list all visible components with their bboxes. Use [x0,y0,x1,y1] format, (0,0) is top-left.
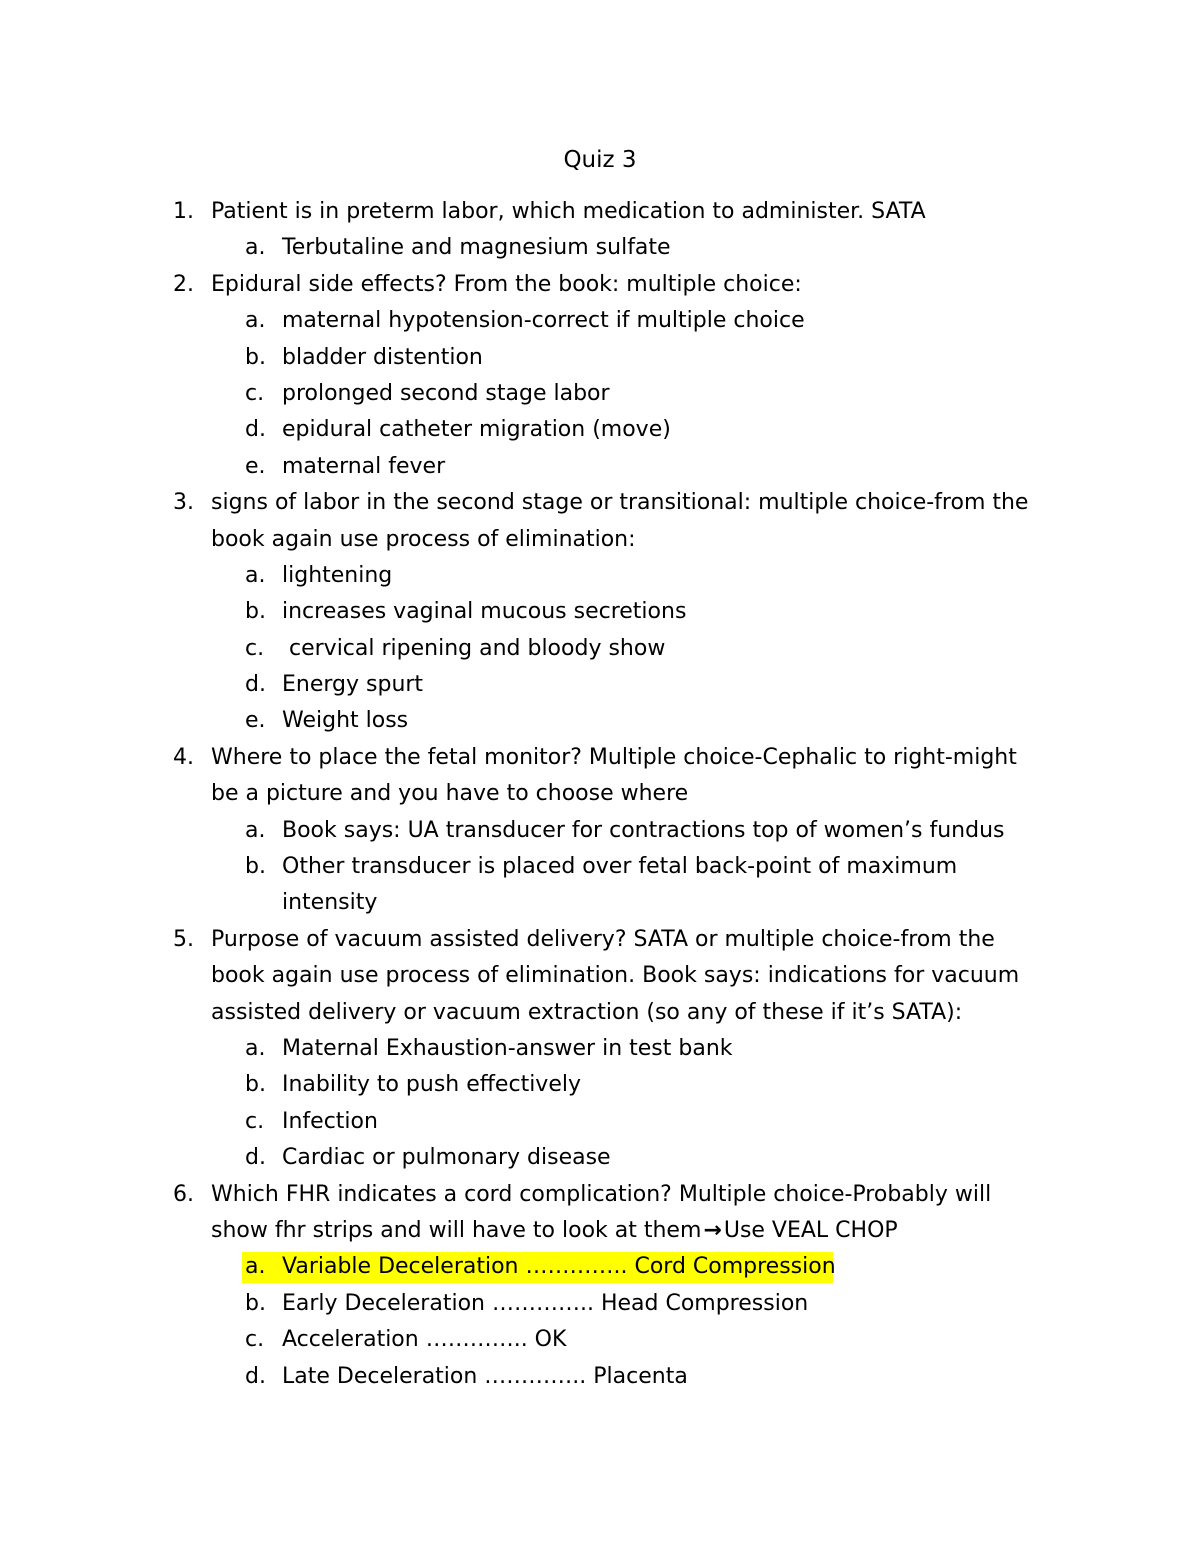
question-line [0,1213,1200,1249]
answer-text: epidural catheter migration (move) [282,417,671,443]
answer-letter: a. [245,1254,266,1280]
answer-line [0,303,1200,339]
arrow-right-icon: → [703,1217,722,1243]
answer-line-highlighted [0,1249,1200,1285]
question-text-segment: signs of labor in the second stage or transitional: multiple choice-from the [211,490,1029,516]
answer-line [0,1322,1200,1358]
question-text-segment: Which FHR indicates a cord complication? Multiple choice-Probably will [211,1181,992,1207]
answer-line [0,1359,1200,1395]
question-line [0,267,1200,303]
question-text [211,776,688,812]
answer-text: Acceleration ………….. OK [282,1327,567,1353]
answer-letter: d. [245,1363,266,1389]
question-number: 3. [173,490,194,516]
answer-text: Late Deceleration ………….. Placenta [282,1363,688,1389]
question-text [211,194,926,230]
answer-text: Energy spurt [282,672,424,698]
question-line [0,194,1200,230]
answer-letter: d. [245,1145,266,1171]
answer-letter: b. [245,1290,266,1316]
answer-text: maternal hypotension-correct if multiple choice [282,308,805,334]
answer-line [0,849,1200,885]
answer-line [0,1067,1200,1103]
answer-text: Book says: UA transducer for contractions top of women’s fundus [282,817,1005,843]
answer-line [0,631,1200,667]
question-text-segment: show fhr strips and will have to look at them [211,1217,702,1243]
answer-text: Maternal Exhaustion-answer in test bank [282,1035,733,1061]
answer-letter: a. [245,235,266,261]
answer-line [0,412,1200,448]
answer-text: Variable Deceleration ………….. Cord Compression [282,1254,836,1280]
question-number: 2. [173,271,194,297]
question-text [211,995,962,1031]
answer-line [0,1286,1200,1322]
answer-line [0,667,1200,703]
question-text-segment: Where to place the fetal monitor? Multiple choice-Cephalic to right-might [211,744,1017,770]
answer-line [0,885,1200,921]
question-line [0,522,1200,558]
answer-letter: e. [245,708,266,734]
question-text [211,485,1028,521]
answer-letter: b. [245,854,266,880]
answer-line [0,1031,1200,1067]
answer-text: increases vaginal mucous secretions [282,599,687,625]
question-line [0,740,1200,776]
question-text [211,1213,898,1249]
answer-line [0,376,1200,412]
answer-line [0,813,1200,849]
question-line [0,485,1200,521]
answer-text: cervical ripening and bloody show [282,635,666,661]
question-number: 4. [173,744,194,770]
question-text-segment: be a picture and you have to choose where [211,781,689,807]
answer-text: Cardiac or pulmonary disease [282,1145,611,1171]
answer-letter: c. [245,1327,265,1353]
question-text-segment: Purpose of vacuum assisted delivery? SATA or multiple choice-from the [211,926,995,952]
question-text [211,958,1019,994]
answer-text: Inability to push effectively [282,1072,581,1098]
question-line [0,1177,1200,1213]
answer-text: Early Deceleration ………….. Head Compression [282,1290,809,1316]
answer-text: lightening [282,562,393,588]
answer-text: Terbutaline and magnesium sulfate [282,235,671,261]
question-text-suffix: Use VEAL CHOP [723,1217,898,1243]
answer-line [0,1104,1200,1140]
answer-letter: a. [245,817,266,843]
answer-letter: c. [245,635,265,661]
question-line [0,995,1200,1031]
answer-text: prolonged second stage labor [282,380,610,406]
answer-letter: b. [245,1072,266,1098]
answer-text: Weight loss [282,708,409,734]
answer-line [0,230,1200,266]
question-text [211,740,1017,776]
answer-letter: c. [245,1108,265,1134]
answer-letter: b. [245,344,266,370]
question-text-segment: Epidural side effects? From the book: multiple choice: [211,271,802,297]
answer-letter: a. [245,562,266,588]
quiz-list [0,194,1200,1395]
question-number: 1. [173,199,194,224]
question-line [0,958,1200,994]
answer-text: Other transducer is placed over fetal back-point of maximum [282,854,958,880]
answer-letter: a. [245,1035,266,1061]
question-line [0,922,1200,958]
answer-letter: e. [245,453,266,479]
question-text [211,922,995,958]
answer-text: Infection [282,1108,378,1134]
question-text [211,267,802,303]
page-title: Quiz 3 [563,147,637,173]
answer-letter: d. [245,417,266,443]
answer-text: bladder distention [282,344,483,370]
answer-line [0,558,1200,594]
answer-line [0,594,1200,630]
question-text-segment: book again use process of elimination: [211,526,636,552]
answer-line [0,340,1200,376]
answer-line [0,449,1200,485]
question-line [0,776,1200,812]
question-number: 5. [173,926,194,952]
answer-letter: d. [245,672,266,698]
question-number: 6. [173,1181,194,1207]
question-text-segment: Patient is in preterm labor, which medication to administer. SATA [211,199,926,224]
answer-text: intensity [282,890,378,916]
question-text [211,1177,991,1213]
question-text [211,522,636,558]
question-text-segment: book again use process of elimination. Book says: indications for vacuum [211,963,1020,989]
answer-line [0,703,1200,739]
question-text-segment: assisted delivery or vacuum extraction (so any of these if it’s SATA): [211,999,963,1025]
answer-text: maternal fever [282,453,446,479]
answer-letter: a. [245,308,266,334]
answer-letter: c. [245,380,265,406]
answer-line [0,1140,1200,1176]
answer-letter: b. [245,599,266,625]
